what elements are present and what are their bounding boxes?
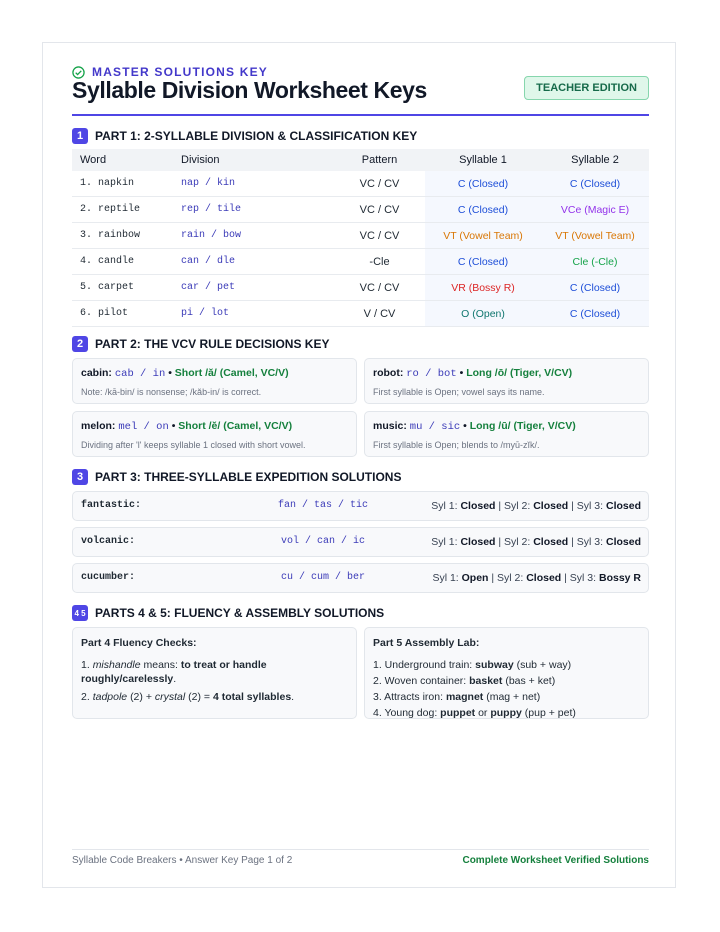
vcv-card-melon — [72, 411, 357, 457]
col-syllable1: Syllable 1 — [425, 149, 541, 171]
fluency-heading: Part 4 Fluency Checks: — [81, 637, 197, 649]
part45-title: PARTS 4 & 5: FLUENCY & ASSEMBLY SOLUTIONS — [95, 606, 385, 620]
assembly-item — [373, 690, 640, 704]
syllable1-cell: O (Open) — [425, 301, 541, 327]
table-header-row — [72, 149, 649, 171]
or-text: or — [478, 707, 488, 719]
syllable1-cell: C (Closed) — [425, 171, 541, 197]
vcv-division: ro / bot — [406, 368, 457, 380]
syllable2-cell: Cle (-Cle) — [541, 249, 649, 275]
table-row — [72, 223, 649, 249]
assembly-answer: subway — [475, 659, 514, 671]
part45-heading — [72, 605, 384, 621]
expedition-word: volcanic: — [81, 536, 136, 547]
syl-value: Closed — [460, 536, 496, 548]
part3-title: PART 3: THREE-SYLLABLE EXPEDITION SOLUTIONS — [95, 470, 402, 484]
expedition-row-volcanic — [72, 527, 649, 557]
vcv-word: cabin: — [81, 367, 112, 379]
syllable2-cell: C (Closed) — [541, 275, 649, 301]
syl-label: Syl 3: — [576, 536, 604, 548]
part3-number: 3 — [72, 469, 88, 485]
division-cell: rain / bow — [173, 223, 334, 249]
vcv-note: First syllable is Open; blends to /myū-zĭk/. — [373, 440, 540, 450]
fluency-answer: to treat or handle roughly/carelessly — [81, 659, 267, 685]
bullet: • — [168, 367, 172, 379]
fluency-word: crystal — [154, 691, 186, 703]
vcv-card-cabin — [72, 358, 357, 404]
syllable2-cell: C (Closed) — [541, 171, 649, 197]
syl-value: Bossy R — [598, 572, 641, 584]
col-syllable2: Syllable 2 — [541, 149, 649, 171]
pattern-cell: VC / CV — [334, 275, 425, 301]
fluency-text: means: — [143, 659, 178, 671]
assembly-clue: 4. Young dog: — [373, 707, 438, 719]
vcv-note: Dividing after 'l' keeps syllable 1 closed with short vowel. — [81, 440, 306, 450]
division-table — [72, 149, 649, 327]
bullet: • — [171, 420, 176, 432]
period: . — [173, 673, 177, 685]
expedition-row-fantastic — [72, 491, 649, 521]
assembly-clue: 2. Woven container: — [373, 675, 467, 687]
division-cell: rep / tile — [173, 197, 334, 223]
col-pattern: Pattern — [334, 149, 425, 171]
assembly-parts: (pup + pet) — [524, 707, 576, 719]
pattern-cell: -Cle — [334, 249, 425, 275]
pattern-cell: VC / CV — [334, 197, 425, 223]
part2-number: 2 — [72, 336, 88, 352]
syllable1-cell: VT (Vowel Team) — [425, 223, 541, 249]
syl-label: Syl 1: — [432, 572, 459, 584]
vcv-card-music — [364, 411, 649, 457]
expedition-word: cucumber: — [81, 572, 136, 583]
division-cell: nap / kin — [173, 171, 334, 197]
col-division: Division — [173, 149, 334, 171]
assembly-item — [373, 674, 640, 688]
fluency-word: tadpole — [92, 691, 128, 703]
vcv-card-line — [373, 367, 640, 380]
bullet: • — [463, 420, 467, 432]
expedition-division: fan / tas / tic — [277, 500, 368, 511]
assembly-answer: puppet — [440, 707, 476, 719]
assembly-item — [373, 706, 640, 720]
vcv-result: Short /ă/ (Camel, VC/V) — [174, 367, 289, 379]
bullet: • — [459, 367, 464, 379]
expedition-row-cucumber — [72, 563, 649, 593]
division-cell: car / pet — [173, 275, 334, 301]
division-cell: can / dle — [173, 249, 334, 275]
word-cell: 1. napkin — [72, 171, 173, 197]
part2-heading — [72, 336, 329, 352]
division-cell: pi / lot — [173, 301, 334, 327]
syl-value: Open — [461, 572, 489, 584]
syllable1-cell: C (Closed) — [425, 249, 541, 275]
syl-label: Syl 2: — [504, 536, 531, 548]
expedition-word: fantastic: — [81, 500, 142, 511]
vcv-result: Long /ō/ (Tiger, V/CV) — [466, 367, 573, 379]
worksheet-page — [42, 42, 676, 888]
table-row — [72, 301, 649, 327]
assembly-answer: puppy — [490, 707, 522, 719]
expedition-classification: Syl 1: Closed | Syl 2: Closed | Syl 3: Closed — [431, 500, 641, 512]
expedition-division: cu / cum / ber — [280, 572, 365, 583]
fluency-item-2 — [81, 690, 348, 704]
syl-value: Closed — [460, 500, 496, 512]
word-cell: 4. candle — [72, 249, 173, 275]
word-cell: 2. reptile — [72, 197, 173, 223]
fluency-answer: 4 total syllables — [212, 691, 292, 703]
table-row — [72, 171, 649, 197]
syl-label: Syl 2: — [504, 500, 531, 512]
assembly-answer: magnet — [445, 691, 484, 703]
item-number: 2. — [81, 691, 90, 703]
part3-heading — [72, 469, 401, 485]
word-cell: 3. rainbow — [72, 223, 173, 249]
pattern-cell: VC / CV — [334, 171, 425, 197]
vcv-division: cab / in — [114, 368, 166, 380]
vcv-note: First syllable is Open; vowel says its name. — [373, 387, 545, 397]
syl-label: Syl 1: — [431, 500, 458, 512]
vcv-card-line — [81, 420, 348, 433]
page-title: Syllable Division Worksheet Keys — [72, 77, 427, 103]
table-row — [72, 275, 649, 301]
syl-label: Syl 3: — [576, 500, 604, 512]
syl-label: Syl 1: — [431, 536, 458, 548]
part45-number: 4 5 — [72, 605, 88, 621]
expedition-classification: Syl 1: Closed | Syl 2: Closed | Syl 3: Closed — [431, 536, 641, 548]
footer-left: Syllable Code Breakers • Answer Key Page 1 of 2 — [72, 855, 293, 866]
item-number: 1. — [81, 659, 90, 671]
vcv-word: melon: — [81, 420, 116, 432]
assembly-item — [373, 658, 640, 672]
vcv-result: Long /ū/ (Tiger, V/CV) — [469, 420, 576, 432]
syl-value: Closed — [526, 572, 562, 584]
syllable-count: (2) + — [130, 691, 152, 703]
vcv-division: mel / on — [118, 421, 169, 433]
assembly-parts: (mag + net) — [486, 691, 541, 703]
syl-label: Syl 2: — [497, 572, 524, 584]
fluency-word: mishandle — [92, 659, 141, 671]
part1-heading — [72, 128, 417, 144]
syllable2-cell: VT (Vowel Team) — [541, 223, 649, 249]
syl-value: Closed — [605, 500, 641, 512]
part1-number: 1 — [72, 128, 88, 144]
pattern-cell: V / CV — [334, 301, 425, 327]
kicker-text: MASTER SOLUTIONS KEY — [92, 65, 269, 79]
vcv-card-line — [373, 420, 640, 433]
fluency-item-1 — [81, 658, 348, 686]
word-cell: 5. carpet — [72, 275, 173, 301]
title-divider — [72, 114, 649, 116]
syl-value: Closed — [533, 536, 569, 548]
assembly-answer: basket — [469, 675, 503, 687]
vcv-card-line — [81, 367, 348, 380]
part2-title: PART 2: THE VCV RULE DECISIONS KEY — [95, 337, 330, 351]
syllable2-cell: C (Closed) — [541, 301, 649, 327]
fluency-card — [72, 627, 357, 719]
assembly-card — [364, 627, 649, 719]
vcv-card-robot — [364, 358, 649, 404]
period: . — [291, 691, 295, 703]
vcv-word: robot: — [373, 367, 404, 379]
syllable-count: (2) = — [188, 691, 211, 703]
assembly-clue: 3. Attracts iron: — [373, 691, 444, 703]
expedition-division: vol / can / ic — [280, 536, 365, 547]
table-row — [72, 249, 649, 275]
teacher-edition-badge: TEACHER EDITION — [524, 76, 649, 100]
word-cell: 6. pilot — [72, 301, 173, 327]
syl-label: Syl 3: — [569, 572, 597, 584]
vcv-result: Short /ĕ/ (Camel, VC/V) — [178, 420, 293, 432]
assembly-clue: 1. Underground train: — [373, 659, 473, 671]
vcv-division: mu / sic — [409, 421, 461, 433]
expedition-classification: Syl 1: Open | Syl 2: Closed | Syl 3: Bossy R — [432, 572, 641, 584]
syl-value: Closed — [605, 536, 641, 548]
vcv-note: Note: /kā-bin/ is nonsense; /kăb-in/ is correct. — [81, 387, 262, 397]
syl-value: Closed — [533, 500, 569, 512]
assembly-parts: (sub + way) — [516, 659, 572, 671]
pattern-cell: VC / CV — [334, 223, 425, 249]
footer-divider — [72, 849, 649, 850]
vcv-word: music: — [373, 420, 407, 432]
syllable1-cell: C (Closed) — [425, 197, 541, 223]
col-word: Word — [72, 149, 173, 171]
table-row — [72, 197, 649, 223]
assembly-parts: (bas + ket) — [505, 675, 556, 687]
syllable2-cell: VCe (Magic E) — [541, 197, 649, 223]
part1-title: PART 1: 2-SYLLABLE DIVISION & CLASSIFICATION KEY — [95, 129, 418, 143]
footer-right: Complete Worksheet Verified Solutions — [462, 855, 649, 866]
syllable1-cell: VR (Bossy R) — [425, 275, 541, 301]
assembly-heading: Part 5 Assembly Lab: — [373, 637, 480, 649]
